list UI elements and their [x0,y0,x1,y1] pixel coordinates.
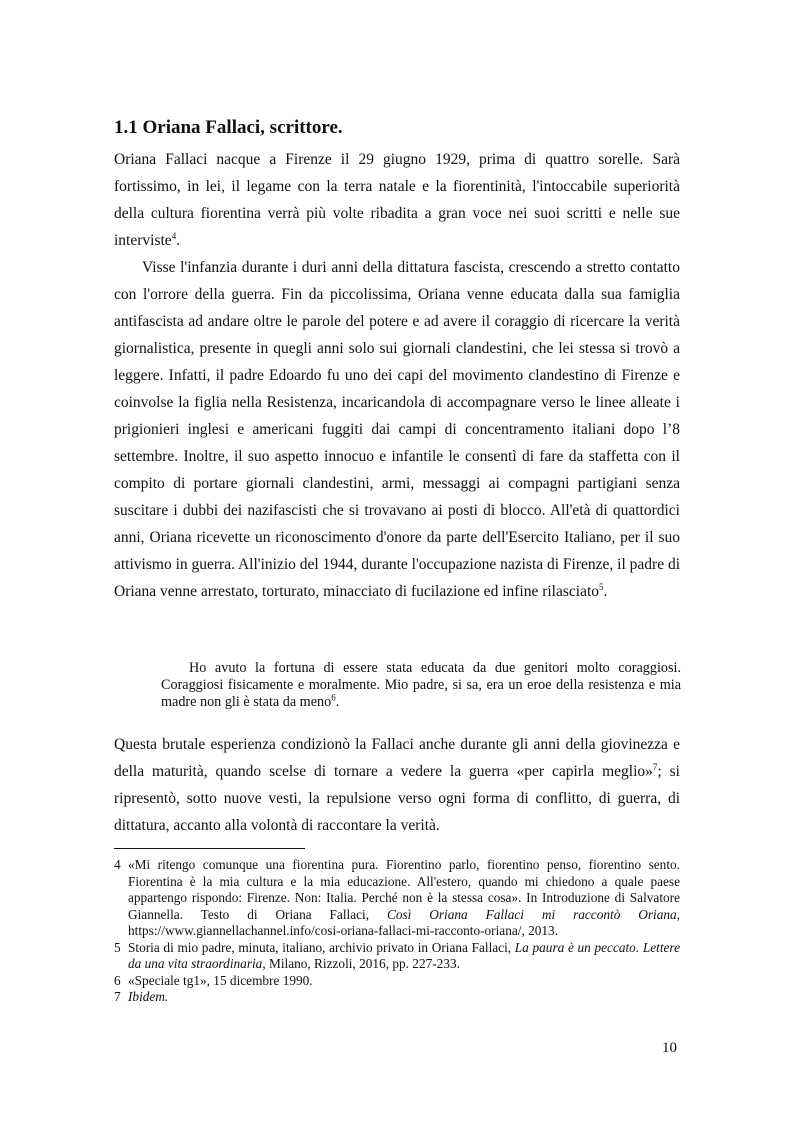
footnote-ref-5: 5 [599,581,604,592]
footnote-5-text: Storia di mio padre, minuta, italiano, archivio privato in Oriana Fallaci, [128,939,515,955]
paragraph-3-text-b: ; si ripresentò, sotto nuove vesti, la repulsione verso ogni forma di conflitto, di guerra, di dittatura, accanto alla volontà di raccontare la verità. [114,763,680,834]
paragraph-2: Visse l'infanzia durante i duri anni della dittatura fascista, crescendo a stretto contatto con l'orrore della guerra. Fin da piccolissima, Oriana venne educata dalla sua famiglia antifascista ad andare oltre le parole del potere e ad avere il coraggio di ricercare la verità giornalistica, presente in quegli anni solo sui giornali clandestini, che lei stessa si trovò a leggere. Infatti, il padre Edoardo fu uno dei capi del movimento clandestino di Firenze e coinvolse la figlia nella Resistenza, incaricandola di accompagnare verso le linee alleate i prigionieri inglesi e americani fuggiti dai campi di concentramento italiani dopo l’8 settembre. Inoltre, il suo aspetto innocuo e infantile le consentì di fare da staffetta con il compito di portare giornali clandestini, armi, messaggi ai compagni partigiani senza suscitare i dubbi dei nazifascisti che si trovavano ai posti di blocco. All'età di quattordici anni, Oriana ricevette un riconoscimento d'onore da parte dell'Esercito Italiano, per il suo attivismo in guerra. All'inizio del 1944, durante l'occupazione nazista di Firenze, il padre di Oriana venne arrestato, torturato, minacciato di fucilazione ed infine rilasciato$^5$. [114,259,680,600]
footnote-7-text: Ibidem. [128,989,169,1004]
block-quote-text: Ho avuto la fortuna di essere stata educata da due genitori molto coraggiosi. Coraggiosi fisicamente e moralmente. Mio padre, si sa, era un eroe della resistenza e mia madre non gli è stata da meno [161,660,681,710]
paragraph-1: Oriana Fallaci nacque a Firenze il 29 giugno 1929, prima di quattro sorelle. Sarà fortissimo, in lei, il legame con la terra natale e la fiorentinità, l'intoccabile superiorità della cultura fiorentina verrà più volte ribadita a gran voce nei suoi scritti e nelle sue interviste$^4$. [114,151,680,249]
paragraph-1-text: Oriana Fallaci nacque a Firenze il 29 giugno 1929, prima di quattro sorelle. Sarà fortissimo, in lei, il legame con la terra natale e la fiorentinità, l'intoccabile superiorità della cultura fiorentina verrà più volte ribadita a gran voce nei suoi scritti e nelle sue interviste [114,151,680,249]
footnote-6-number: 6 [114,972,121,988]
paragraph-3 [114,731,680,839]
footnote-ref-4: 4 [171,230,177,241]
footnote-5-tail: , Milano, Rizzoli, 2016, pp. 227-233. [262,956,460,971]
paragraph-3-text-a: Questa brutale esperienza condizionò la Fallaci anche durante gli anni della giovinezza e della maturità, quando scelse di tornare a vedere la guerra «per capirla meglio» [114,736,680,780]
footnote-4-title: Così Oriana Fallaci mi raccontò Oriana [386,906,677,922]
footnote-ref-7: 7 [652,761,658,772]
footnote-4-text: «Mi ritengo comunque una fiorentina pura. Fiorentino parlo, fiorentino penso, fiorentino sento. Fiorentina è la mia cultura e la mia educazione. All'estero, quando mi chiedono a quale paese appartengo rispondo: Firenze. Non: Italia. Perché non è la stessa cosa». In Introduzione di Salvatore Giannella. Testo di Oriana Fallaci, [128,857,680,922]
footnote-4 [114,857,680,940]
footnote-5-number: 5 [114,939,121,955]
paragraph-2-text: Visse l'infanzia durante i duri anni della dittatura fascista, crescendo a stretto contatto con l'orrore della guerra. Fin da piccolissima, Oriana venne educata dalla sua famiglia antifascista ad andare oltre le parole del potere e ad avere il coraggio di ricercare la verità giornalistica, presente in quegli anni solo sui giornali clandestini, che lei stessa si trovò a leggere. Infatti, il padre Edoardo fu uno dei capi del movimento clandestino di Firenze e coinvolse la figlia nella Resistenza, incaricandola di accompagnare verso le linee alleate i prigionieri inglesi e americani fuggiti dai campi di concentramento italiani dopo l’8 settembre. Inoltre, il suo aspetto innocuo e infantile le consentì di fare da staffetta con il compito di portare giornali clandestini, armi, messaggi ai compagni partigiani senza suscitare i dubbi dei nazifascisti che si trovavano ai posti di blocco. All'età di quattordici anni, Oriana ricevette un riconoscimento d'onore da parte dell'Esercito Italiano, per il suo attivismo in guerra. All'inizio del 1944, durante l'occupazione nazista di Firenze, il padre di Oriana venne arrestato, torturato, minacciato di fucilazione ed infine rilasciato [114,259,680,600]
footnote-ref-6: 6 [331,692,336,703]
footnotes [114,857,680,1006]
footnote-6 [114,973,680,990]
block-quote: Ho avuto la fortuna di essere stata educata da due genitori molto coraggiosi. Coraggiosi fisicamente e moralmente. Mio padre, si sa, era un eroe della resistenza e mia madre non gli è stata da meno$^6$. [161,660,681,710]
footnote-7 [114,989,680,1006]
footnote-4-number: 4 [114,857,121,872]
footnote-5 [114,940,680,973]
footnote-7-number: 7 [114,989,121,1004]
footnote-6-text: «Speciale tg1», 15 dicembre 1990. [128,972,313,988]
section-heading: 1.1 Oriana Fallaci, scrittore. [114,117,343,138]
footnote-4-tail: , https://www.giannellachannel.info/cosi-oriana-fallaci-mi-racconto-oriana/, 2013. [128,906,680,938]
footnote-5-title: La paura è un peccato. Lettere da una vita straordinaria [128,939,681,971]
page-number: 10 [662,1040,677,1056]
footnote-separator [114,848,305,849]
